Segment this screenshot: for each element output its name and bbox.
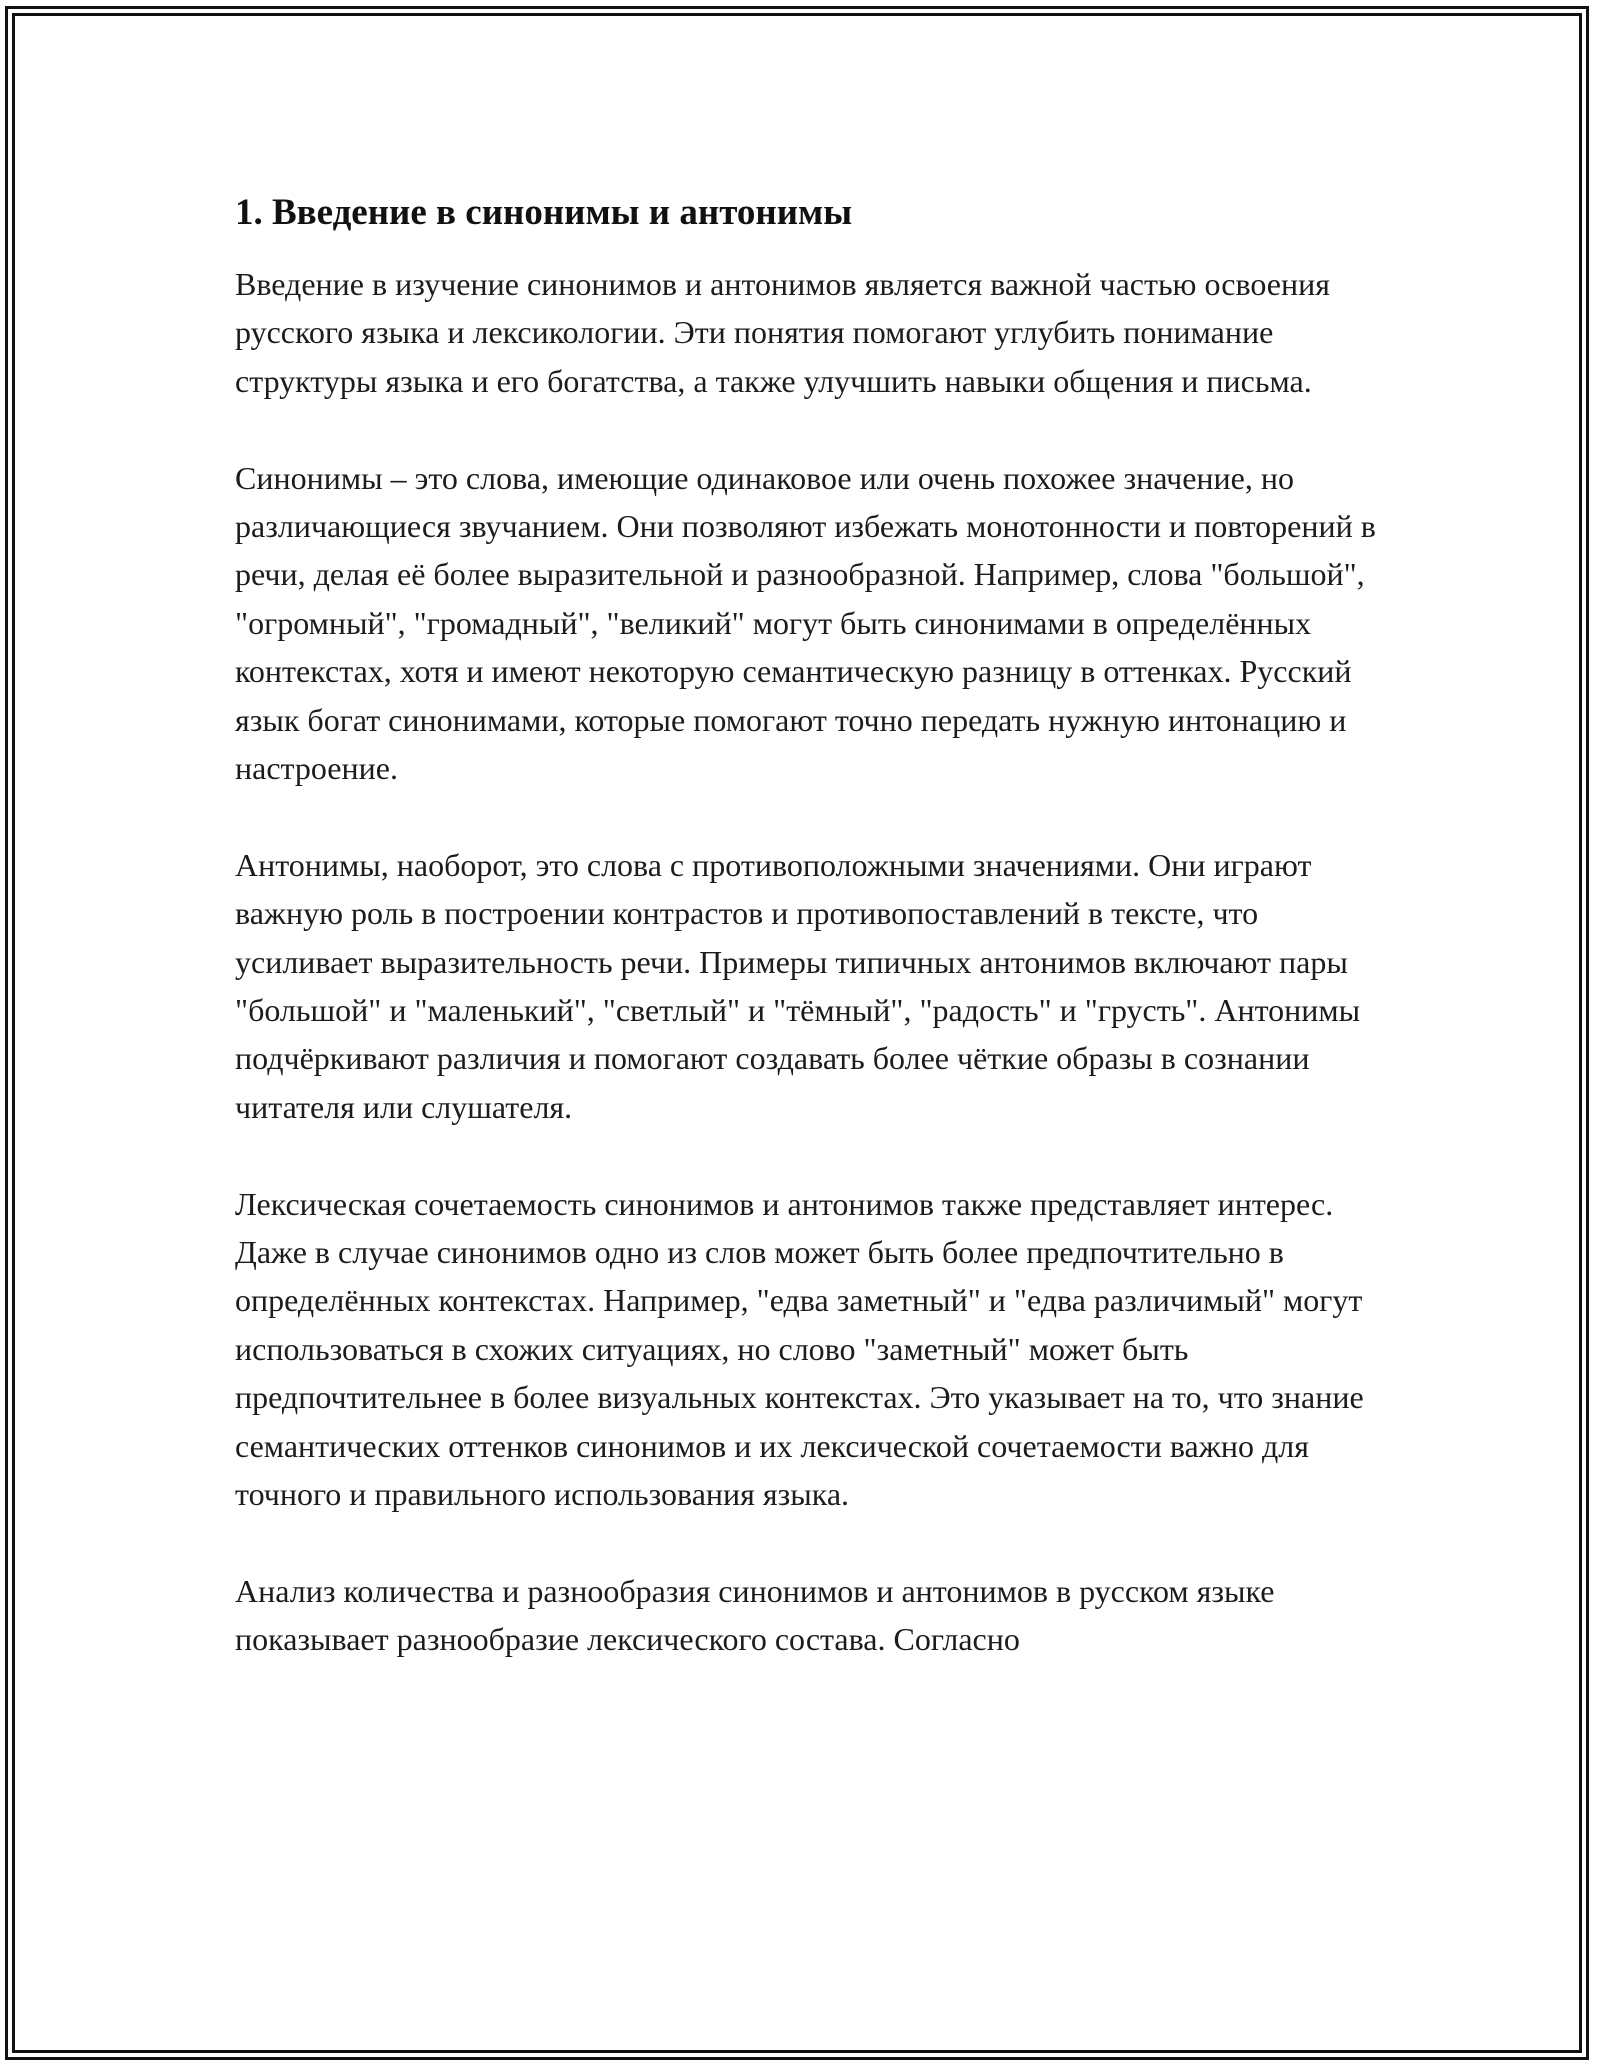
document-body (235, 188, 1380, 1712)
paragraph-analysis: Анализ количества и разнообразия синонимов и антонимов в русском языке показывает разнообразие лексического состава. Согласно (235, 1572, 1275, 1658)
paragraph-introduction: Введение в изучение синонимов и антонимов является важной частью освоения русского языка и лексикологии. Эти понятия помогают углубить понимание структуры языка и его богатства, а также улучшить навыки общения и письма. (235, 266, 1330, 399)
paragraph-antonyms: Антонимы, наоборот, это слова с противоположными значениями. Они играют важную роль в построении контрастов и противопоставлений в тексте, что усиливает выразительность речи. Примеры типичных антонимов включают пары "большой" и "маленький", "светлый" и "тёмный", "радость" и "грусть". Антонимы подчёркивают различия и помогают создавать более чёткие образы в сознании читателя или слушателя. (235, 846, 1361, 1125)
section-heading: 1. Введение в синонимы и антонимы (235, 192, 853, 233)
paragraph-synonyms: Синонимы – это слова, имеющие одинаковое или очень похожее значение, но различающиеся звучанием. Они позволяют избежать монотонности и повторений в речи, делая её более выразительной и разнообразной. Например, слова "большой", "огромный", "громадный", "великий" могут быть синонимами в определённых контекстах, хотя и имеют некоторую семантическую разницу в оттенках. Русский язык богат синонимами, которые помогают точно передать нужную интонацию и настроение. (235, 459, 1376, 787)
paragraph-lexical-compatibility: Лексическая сочетаемость синонимов и антонимов также представляет интерес. Даже в случае синонимов одно из слов может быть более предпочтительно в определённых контекстах. Например, "едва заметный" и "едва различимый" могут использоваться в схожих ситуациях, но слово "заметный" может быть предпочтительнее в более визуальных контекстах. Это указывает на то, что знание семантических оттенков синонимов и их лексической сочетаемости важно для точного и правильного использования языка. (235, 1185, 1364, 1513)
